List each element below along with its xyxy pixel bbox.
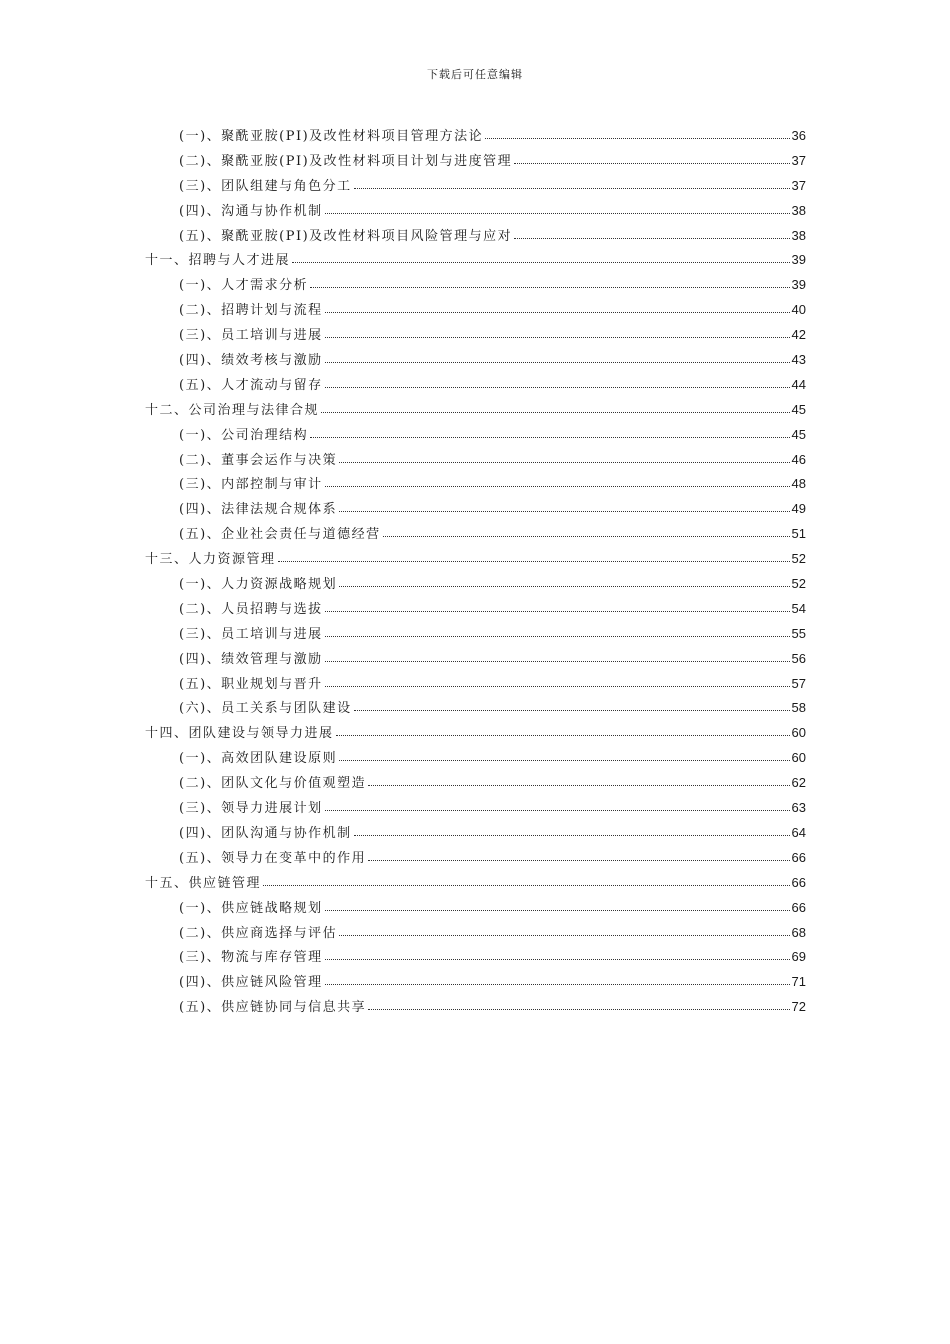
dot-leader [325,337,790,338]
toc-section-entry[interactable] [145,225,806,250]
toc-entry-label: (六)、员工关系与团队建设 [179,701,352,717]
toc-page-number: 52 [791,576,806,592]
dot-leader [514,163,789,164]
dot-leader [310,437,789,438]
toc-page-number: 51 [791,526,806,542]
toc-page-number: 71 [791,974,806,990]
toc-page-number: 43 [791,352,806,368]
dot-leader [339,462,789,463]
toc-page-number: 66 [791,899,806,915]
page-header: 下载后可任意编辑 [427,68,523,81]
toc-entry-label: (五)、企业社会责任与道德经营 [179,527,381,543]
toc-entry-label: (一)、公司治理结构 [179,427,309,443]
toc-page-number: 40 [791,302,806,318]
toc-page-number: 72 [791,999,806,1015]
dot-leader [368,860,789,861]
toc-page-number: 48 [791,476,806,492]
toc-entry-label: (四)、团队沟通与协作机制 [179,825,352,841]
toc-entry-label: (四)、沟通与协作机制 [179,203,323,219]
toc-section-entry[interactable] [145,847,806,872]
dot-leader [325,810,790,811]
toc-entry-label: (五)、职业规划与晋升 [179,676,323,692]
toc-entry-label: 十四、团队建设与领导力进展 [145,726,334,742]
toc-section-entry[interactable] [145,449,806,474]
toc-entry-label: 十五、供应链管理 [145,875,262,891]
dot-leader [325,910,790,911]
toc-section-entry[interactable] [145,424,806,449]
toc-entry-label: (二)、团队文化与价值观塑造 [179,776,367,792]
toc-entry-label: (二)、供应商选择与评估 [179,925,338,941]
toc-section-entry[interactable] [145,150,806,175]
dot-leader [383,536,790,537]
toc-section-entry[interactable] [145,299,806,324]
toc-page-number: 38 [791,227,806,243]
toc-section-entry[interactable] [145,673,806,698]
toc-entry-label: (四)、绩效管理与激励 [179,651,323,667]
toc-chapter-entry[interactable] [145,399,806,424]
dot-leader [325,661,790,662]
toc-entry-label: (三)、员工培训与进展 [179,328,323,344]
toc-page-number: 68 [791,924,806,940]
dot-leader [514,238,789,239]
toc-section-entry[interactable] [145,200,806,225]
toc-section-entry[interactable] [145,523,806,548]
toc-chapter-entry[interactable] [145,249,806,274]
toc-page-number: 62 [791,775,806,791]
toc-page-number: 52 [791,551,806,567]
toc-chapter-entry[interactable] [145,722,806,747]
toc-entry-label: (二)、聚酰亚胺(PI)及改性材料项目计划与进度管理 [179,153,513,169]
toc-page-number: 58 [791,700,806,716]
toc-section-entry[interactable] [145,598,806,623]
toc-section-entry[interactable] [145,473,806,498]
toc-page-number: 39 [791,252,806,268]
toc-entry-label: (一)、聚酰亚胺(PI)及改性材料项目管理方法论 [179,129,484,144]
toc-section-entry[interactable] [145,648,806,673]
dot-leader [325,959,790,960]
toc-entry-label: (五)、领导力在变革中的作用 [179,850,367,866]
toc-entry-label: (三)、内部控制与审计 [179,477,323,493]
toc-section-entry[interactable] [145,971,806,996]
toc-section-entry[interactable] [145,573,806,598]
toc-section-entry[interactable] [145,697,806,722]
toc-entry-label: (一)、供应链战略规划 [179,900,323,916]
toc-page-number: 38 [791,202,806,218]
dot-leader [263,885,790,886]
toc-section-entry[interactable] [145,623,806,648]
toc-section-entry[interactable] [145,374,806,399]
dot-leader [325,213,790,214]
toc-entry-label: (三)、团队组建与角色分工 [179,178,352,194]
dot-leader [339,760,789,761]
toc-section-entry[interactable] [145,498,806,523]
table-of-contents [145,125,806,1021]
toc-page-number: 42 [791,327,806,343]
toc-page-number: 66 [791,874,806,890]
dot-leader [339,511,789,512]
toc-page-number: 56 [791,650,806,666]
toc-entry-label: (二)、董事会运作与决策 [179,452,338,468]
dot-leader [325,984,790,985]
toc-section-entry[interactable] [145,274,806,299]
toc-section-entry[interactable] [145,175,806,200]
toc-entry-label: (四)、绩效考核与激励 [179,353,323,369]
toc-section-entry[interactable] [145,996,806,1021]
toc-page-number: 54 [791,600,806,616]
toc-page-number: 57 [791,675,806,691]
toc-entry-label: (一)、人力资源战略规划 [179,577,338,593]
dot-leader [325,362,790,363]
toc-section-entry[interactable] [145,897,806,922]
toc-page-number: 45 [791,401,806,417]
toc-entry-label: (五)、供应链协同与信息共享 [179,1000,367,1016]
dot-leader [336,735,790,736]
toc-page-number: 39 [791,277,806,293]
toc-page-number: 45 [791,426,806,442]
toc-section-entry[interactable] [145,747,806,772]
toc-chapter-entry[interactable] [145,872,806,897]
dot-leader [325,611,790,612]
dot-leader [354,710,790,711]
dot-leader [339,586,789,587]
dot-leader [485,138,789,139]
toc-page-number: 49 [791,501,806,517]
dot-leader [325,312,790,313]
toc-entry-label: (五)、人才流动与留存 [179,377,323,393]
dot-leader [310,287,789,288]
toc-page-number: 44 [791,376,806,392]
toc-page-number: 36 [791,128,806,143]
dot-leader [278,561,790,562]
toc-page-number: 46 [791,451,806,467]
dot-leader [292,262,790,263]
toc-section-entry[interactable] [145,922,806,947]
toc-entry-label: 十三、人力资源管理 [145,552,276,568]
dot-leader [325,686,790,687]
toc-entry-label: (二)、招聘计划与流程 [179,303,323,319]
dot-leader [368,1009,789,1010]
toc-page-number: 69 [791,949,806,965]
toc-section-entry[interactable] [145,125,806,150]
toc-section-entry[interactable] [145,772,806,797]
toc-page-number: 37 [791,177,806,193]
toc-chapter-entry[interactable] [145,548,806,573]
toc-section-entry[interactable] [145,797,806,822]
toc-entry-label: (三)、物流与库存管理 [179,950,323,966]
dot-leader [339,935,789,936]
toc-page-number: 60 [791,725,806,741]
toc-entry-label: (二)、人员招聘与选拔 [179,601,323,617]
dot-leader [354,188,790,189]
toc-entry-label: (四)、法律法规合规体系 [179,502,338,518]
toc-entry-label: (一)、高效团队建设原则 [179,751,338,767]
toc-entry-label: 十一、招聘与人才进展 [145,253,291,269]
toc-entry-label: (一)、人才需求分析 [179,278,309,294]
toc-page-number: 66 [791,849,806,865]
toc-entry-label: 十二、公司治理与法律合规 [145,402,320,418]
toc-page-number: 60 [791,750,806,766]
dot-leader [325,387,790,388]
toc-page-number: 64 [791,824,806,840]
toc-page-number: 55 [791,625,806,641]
toc-section-entry[interactable] [145,349,806,374]
dot-leader [325,636,790,637]
toc-page-number: 63 [791,800,806,816]
toc-section-entry[interactable] [145,822,806,847]
toc-entry-label: (三)、员工培训与进展 [179,626,323,642]
toc-entry-label: (四)、供应链风险管理 [179,975,323,991]
toc-entry-label: (五)、聚酰亚胺(PI)及改性材料项目风险管理与应对 [179,228,513,244]
dot-leader [321,412,790,413]
dot-leader [354,835,790,836]
toc-page-number: 37 [791,152,806,168]
toc-entry-label: (三)、领导力进展计划 [179,801,323,817]
toc-section-entry[interactable] [145,324,806,349]
toc-section-entry[interactable] [145,946,806,971]
dot-leader [368,785,789,786]
dot-leader [325,486,790,487]
